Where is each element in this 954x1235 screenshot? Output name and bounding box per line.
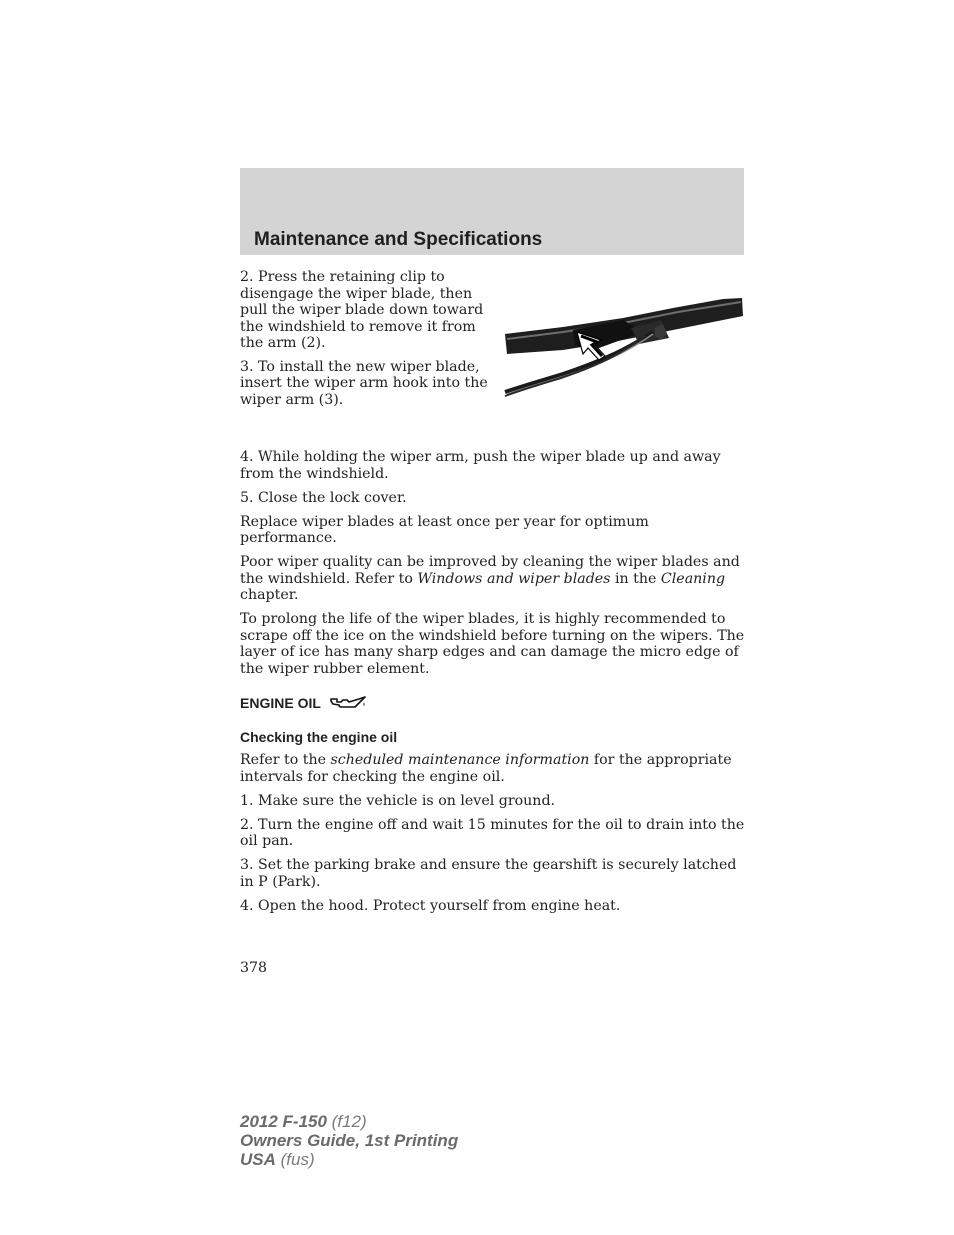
- refer-text-2: for the appropriate intervals for checking the engine oil.: [240, 752, 732, 785]
- oil-step-4: 4. Open the hood. Protect yourself from engine heat.: [240, 897, 621, 914]
- wiper-step-5: 5. Close the lock cover.: [240, 489, 407, 506]
- refer-schedule-note: [240, 752, 746, 785]
- footer-market: USA: [240, 1150, 276, 1169]
- checking-oil-subheading: Checking the engine oil: [240, 729, 398, 745]
- main-content: [240, 449, 746, 922]
- oil-step-1: 1. Make sure the vehicle is on level ground.: [240, 792, 556, 809]
- windows-wiper-reference: Windows and wiper blades: [417, 570, 611, 587]
- replace-note: Replace wiper blades at least once per year for optimum performance.: [240, 513, 649, 546]
- footer-line-1: [240, 1112, 458, 1131]
- wiper-step-4: 4. While holding the wiper arm, push the wiper blade up and away from the windshield.: [240, 449, 721, 482]
- wiper-step-3: 3. To install the new wiper blade, insert the wiper arm hook into the wiper arm (3).: [240, 358, 488, 408]
- scheduled-maintenance-reference: scheduled maintenance information: [330, 752, 590, 768]
- wiper-blade-illustration: [503, 292, 744, 402]
- engine-oil-heading: [240, 693, 746, 713]
- page-number: 378: [240, 960, 268, 976]
- footer-line-3: [240, 1150, 458, 1169]
- footer-edition: Owners Guide, 1st Printing: [240, 1131, 459, 1150]
- engine-oil-heading-text: ENGINE OIL: [240, 695, 321, 711]
- footer-line-2: [240, 1131, 458, 1150]
- oil-step-3: 3. Set the parking brake and ensure the gearshift is securely latched in P (Park).: [240, 857, 737, 890]
- oil-can-icon: [329, 695, 367, 711]
- poor-quality-note: [240, 554, 746, 604]
- prolong-note: To prolong the life of the wiper blades, it is highly recommended to scrape off the ice on the windshield before turning on the wipers. The layer of ice has many sharp edges and can damage the micro edge of the wiper rubber element.: [240, 611, 745, 677]
- footer-model-code: (f12): [326, 1112, 367, 1131]
- oil-step-2: 2. Turn the engine off and wait 15 minutes for the oil to drain into the oil pan.: [240, 816, 745, 849]
- section-header-band: [240, 168, 744, 255]
- refer-text-1: Refer to the: [240, 752, 331, 768]
- poor-text-3: chapter.: [240, 587, 299, 603]
- cleaning-reference: Cleaning: [660, 570, 726, 587]
- section-title: Maintenance and Specifications: [254, 229, 543, 250]
- wiper-steps-top: [240, 269, 498, 415]
- footer-market-code: (fus): [275, 1150, 315, 1169]
- wiper-step-2: 2. Press the retaining clip to disengage the wiper blade, then pull the wiper blade down toward the windshield to remove it from the arm (2).: [240, 269, 484, 351]
- footer-model: 2012 F-150: [240, 1112, 327, 1131]
- poor-text-1: Poor wiper quality can be improved by cleaning the wiper blades and the windshield. Refer to: [240, 554, 740, 587]
- poor-text-2: in the: [610, 570, 661, 587]
- document-footer: [240, 1112, 458, 1169]
